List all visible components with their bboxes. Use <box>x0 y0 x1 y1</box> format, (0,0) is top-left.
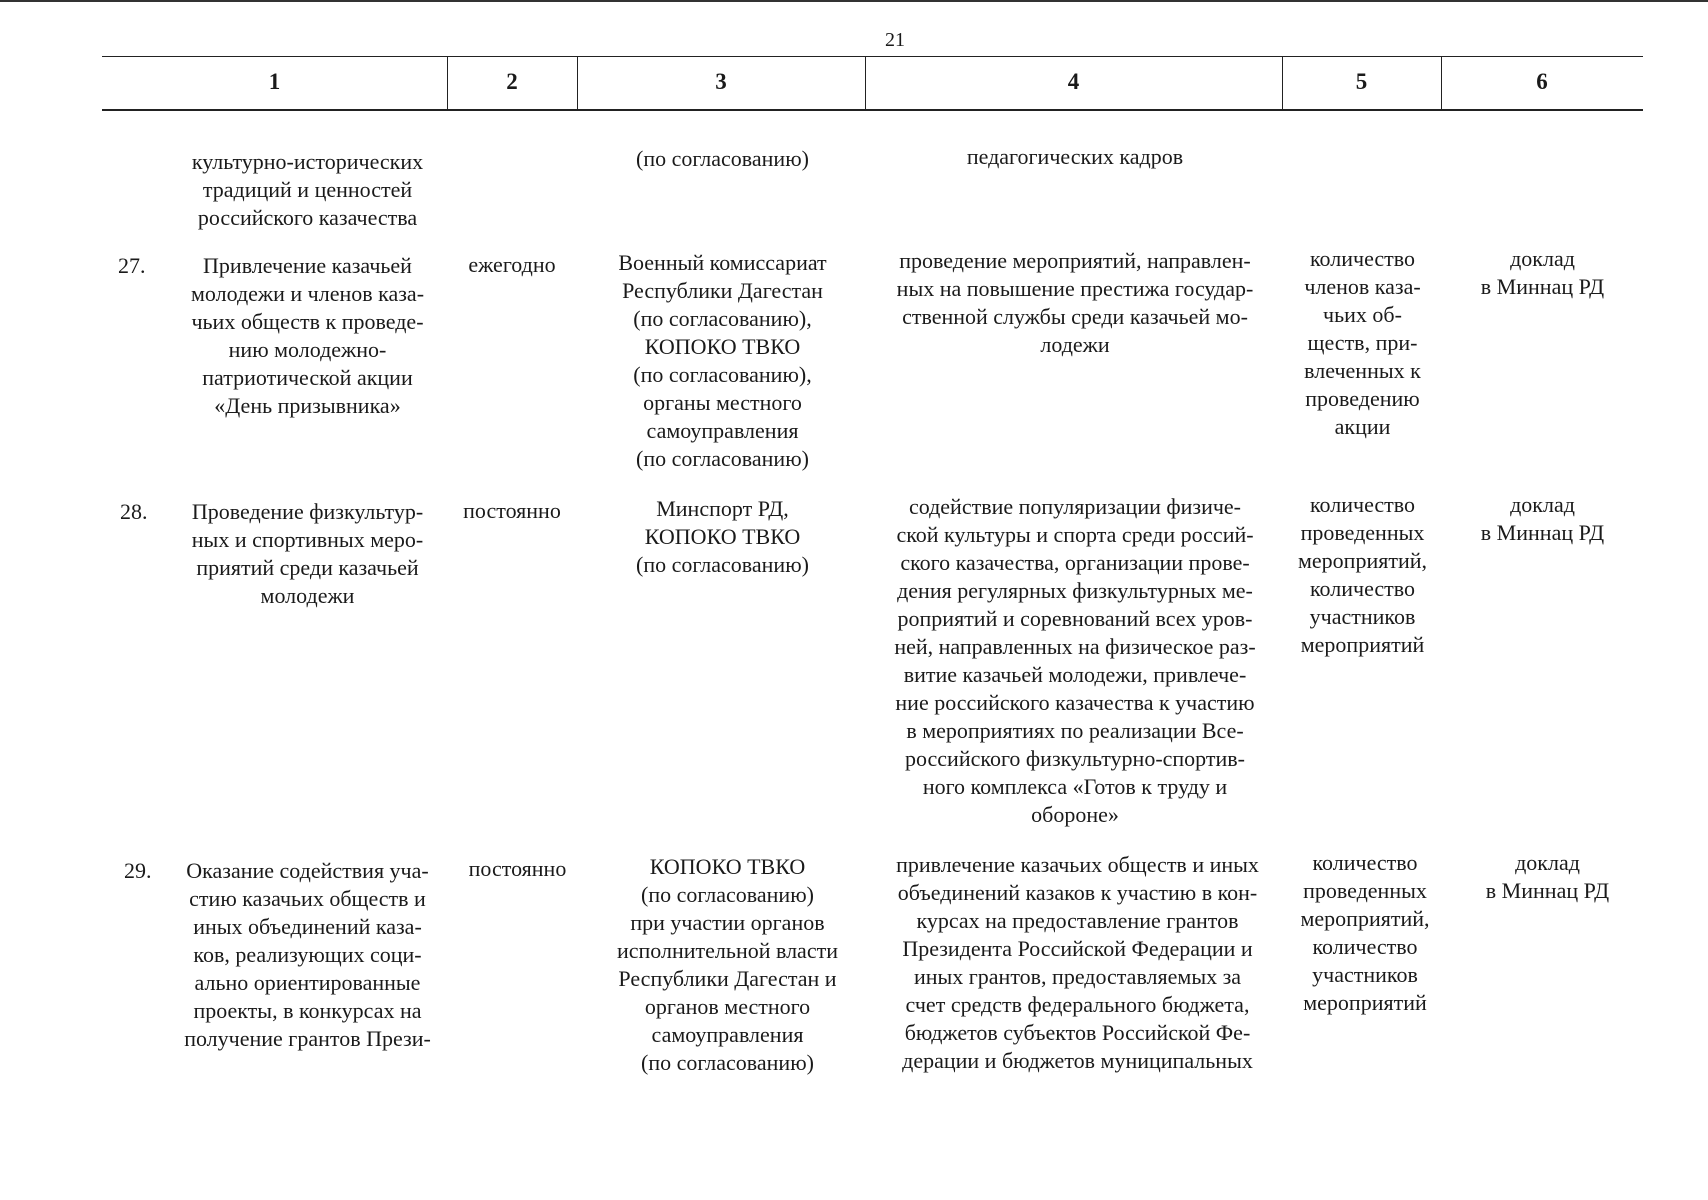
cell-result: педагогических кадров <box>966 144 1184 169</box>
row-number: 27. <box>118 253 146 278</box>
cell-result: содействие популяризации физиче- ской культуры и спорта среди россий- ского казачества, организации прове- дения регулярных физкультурных ме- роприятий и соревнований всех уров- ней, направленных на физическое раз- витие казачьей молодежи, привлече- ние российского казачества к участию в мероприятиях по реализации Все- российского физкультурно-спортив- ного комплекса «Готов к труду и обороне» <box>894 494 1256 827</box>
cell-report: доклад в Миннац РД <box>1480 492 1605 545</box>
table-header-bottom-rule <box>102 109 1643 111</box>
column-header-3: 3 <box>715 69 727 94</box>
column-header-4: 4 <box>1067 69 1080 94</box>
cell-event: культурно-исторических традиций и ценностей российского казачества <box>191 149 424 230</box>
row-number: 28. <box>120 499 148 524</box>
cell-event: Привлечение казачьей молодежи и членов каза- чьих обществ к проведе- нию молодежно- патриотической акции «День призывника» <box>190 253 425 418</box>
cell-period: постоянно <box>463 498 561 523</box>
page-top-border <box>0 0 1708 2</box>
column-header-6: 6 <box>1536 69 1548 94</box>
cell-result: проведение мероприятий, направлен- ных на повышение престижа государ- ственной службы среди казачьей мо- лодежи <box>896 248 1254 357</box>
cell-report: доклад в Миннац РД <box>1485 850 1610 903</box>
cell-period: ежегодно <box>468 252 556 277</box>
cell-executor: КОПОКО ТВКО (по согласованию) при участии органов исполнительной власти Республики Дагестан и органов местного самоуправления (по согласованию) <box>617 854 838 1075</box>
cell-indicator: количество проведенных мероприятий, количество участников мероприятий <box>1297 492 1427 657</box>
cell-event: Проведение физкультур- ных и спортивных меро- приятий среди казачьей молодежи <box>191 499 424 608</box>
column-header-5: 5 <box>1355 69 1368 94</box>
cell-period: постоянно <box>468 856 567 881</box>
column-header-2: 2 <box>506 69 518 94</box>
table-header-top-rule <box>102 56 1643 57</box>
cell-result: привлечение казачьих обществ и иных объединений казаков к участию в кон- курсах на предоставление грантов Президента Российской Федерации и иных грантов, предоставляемых за счет средств федерального бюджета, бюджетов субъектов Российской Фе- дерации и бюджетов муниципальных <box>896 852 1259 1073</box>
cell-executor: Военный комиссариат Республики Дагестан (по согласованию), КОПОКО ТВКО (по согласованию), органы местного самоуправления (по согласованию) <box>618 250 827 471</box>
cell-indicator: количество проведенных мероприятий, количество участников мероприятий <box>1300 850 1430 1015</box>
column-header-1: 1 <box>268 69 281 94</box>
cell-report: доклад в Миннац РД <box>1480 246 1605 299</box>
cell-executor: Минспорт РД, КОПОКО ТВКО (по согласованию) <box>636 496 809 577</box>
cell-executor: (по согласованию) <box>636 146 809 171</box>
cell-event: Оказание содействия уча- стию казачьих обществ и иных объединений каза- ков, реализующих соци- ально ориентированные проекты, в конкурсах на получение грантов Прези- <box>184 858 431 1051</box>
page-number: 21 <box>885 29 905 51</box>
row-number: 29. <box>124 858 152 883</box>
cell-indicator: количество членов каза- чьих об- ществ, при- влеченных к проведению акции <box>1304 246 1421 439</box>
